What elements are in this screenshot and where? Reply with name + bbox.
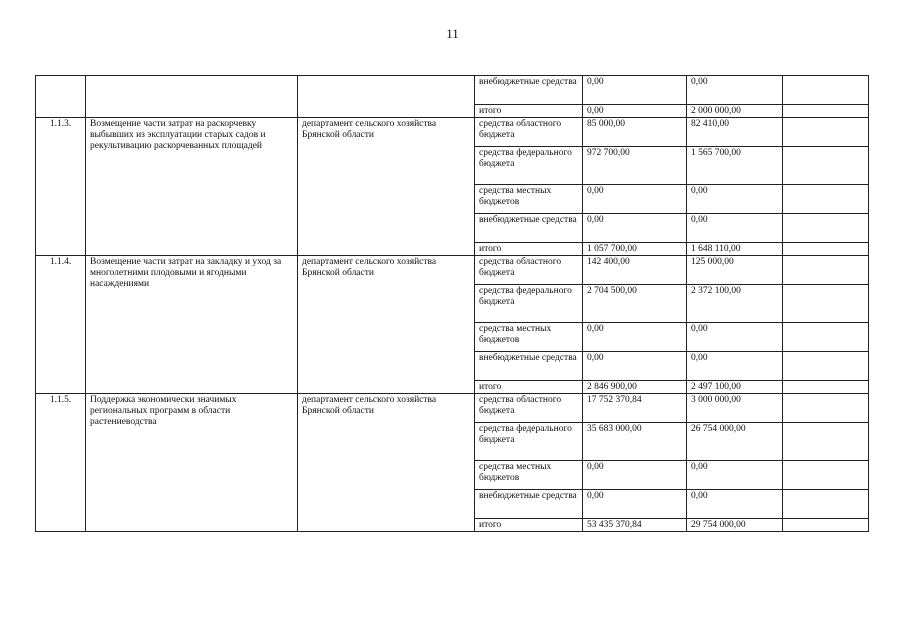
row-number: 1.1.4. <box>36 256 86 394</box>
value-col-2: 0,00 <box>687 352 783 381</box>
executor: департамент сельского хозяйства Брянской области <box>298 256 475 394</box>
value-col-1: 0,00 <box>583 461 687 490</box>
value-col-1: 972 700,00 <box>583 147 687 185</box>
empty-cell <box>783 394 869 423</box>
empty-cell <box>783 423 869 461</box>
funding-source: средства областного бюджета <box>475 118 583 147</box>
funding-source: итого <box>475 381 583 394</box>
table-row <box>36 394 869 423</box>
value-col-2: 29 754 000,00 <box>687 519 783 532</box>
value-col-2: 0,00 <box>687 214 783 243</box>
empty-cell <box>783 461 869 490</box>
funding-source: средства федерального бюджета <box>475 423 583 461</box>
empty-cell <box>783 256 869 285</box>
funding-source: итого <box>475 243 583 256</box>
value-col-1: 2 704 500,00 <box>583 285 687 323</box>
table-row <box>36 76 869 105</box>
funding-source: средства федерального бюджета <box>475 285 583 323</box>
value-col-2: 82 410,00 <box>687 118 783 147</box>
empty-cell <box>783 490 869 519</box>
value-col-2: 1 565 700,00 <box>687 147 783 185</box>
page-number: 11 <box>446 26 459 41</box>
value-col-1: 0,00 <box>583 76 687 105</box>
row-number <box>36 76 86 118</box>
value-col-1: 17 752 370,84 <box>583 394 687 423</box>
empty-cell <box>783 76 869 105</box>
funding-source: внебюджетные средства <box>475 490 583 519</box>
measure-name: Возмещение части затрат на раскорчевку выбывших из эксплуатации старых садов и рекультивацию раскорчеванных площадей <box>86 118 298 256</box>
funding-source: средства областного бюджета <box>475 256 583 285</box>
value-col-1: 0,00 <box>583 323 687 352</box>
value-col-2: 0,00 <box>687 185 783 214</box>
empty-cell <box>783 285 869 323</box>
funding-source: итого <box>475 105 583 118</box>
measure-name: Поддержка экономически значимых региональных программ в области растениеводства <box>86 394 298 532</box>
empty-cell <box>783 214 869 243</box>
empty-cell <box>783 381 869 394</box>
funding-source: внебюджетные средства <box>475 76 583 105</box>
value-col-2: 2 497 100,00 <box>687 381 783 394</box>
value-col-2: 2 000 000,00 <box>687 105 783 118</box>
executor: департамент сельского хозяйства Брянской области <box>298 118 475 256</box>
funding-source: средства местных бюджетов <box>475 461 583 490</box>
table-row <box>36 256 869 285</box>
value-col-1: 1 057 700,00 <box>583 243 687 256</box>
row-number: 1.1.5. <box>36 394 86 532</box>
value-col-1: 0,00 <box>583 214 687 243</box>
budget-table-body <box>36 76 869 532</box>
value-col-1: 85 000,00 <box>583 118 687 147</box>
funding-source: итого <box>475 519 583 532</box>
executor: департамент сельского хозяйства Брянской области <box>298 394 475 532</box>
value-col-1: 0,00 <box>583 490 687 519</box>
value-col-2: 125 000,00 <box>687 256 783 285</box>
empty-cell <box>783 323 869 352</box>
value-col-2: 0,00 <box>687 76 783 105</box>
empty-cell <box>783 185 869 214</box>
funding-source: внебюджетные средства <box>475 214 583 243</box>
table-row <box>36 118 869 147</box>
empty-cell <box>783 147 869 185</box>
value-col-1: 35 683 000,00 <box>583 423 687 461</box>
funding-source: средства областного бюджета <box>475 394 583 423</box>
value-col-1: 0,00 <box>583 185 687 214</box>
value-col-2: 2 372 100,00 <box>687 285 783 323</box>
funding-source: средства федерального бюджета <box>475 147 583 185</box>
empty-cell <box>783 105 869 118</box>
empty-cell <box>783 352 869 381</box>
budget-table <box>35 75 869 532</box>
value-col-1: 2 846 900,00 <box>583 381 687 394</box>
value-col-2: 0,00 <box>687 490 783 519</box>
value-col-1: 142 400,00 <box>583 256 687 285</box>
empty-cell <box>783 519 869 532</box>
measure-name <box>86 76 298 118</box>
row-number: 1.1.3. <box>36 118 86 256</box>
value-col-1: 0,00 <box>583 352 687 381</box>
empty-cell <box>783 118 869 147</box>
empty-cell <box>783 243 869 256</box>
funding-source: средства местных бюджетов <box>475 185 583 214</box>
funding-source: внебюджетные средства <box>475 352 583 381</box>
funding-source: средства местных бюджетов <box>475 323 583 352</box>
executor <box>298 76 475 118</box>
measure-name: Возмещение части затрат на закладку и уход за многолетними плодовыми и ягодными насаждениями <box>86 256 298 394</box>
value-col-2: 26 754 000,00 <box>687 423 783 461</box>
value-col-1: 53 435 370,84 <box>583 519 687 532</box>
value-col-2: 0,00 <box>687 323 783 352</box>
value-col-1: 0,00 <box>583 105 687 118</box>
value-col-2: 3 000 000,00 <box>687 394 783 423</box>
value-col-2: 1 648 110,00 <box>687 243 783 256</box>
value-col-2: 0,00 <box>687 461 783 490</box>
